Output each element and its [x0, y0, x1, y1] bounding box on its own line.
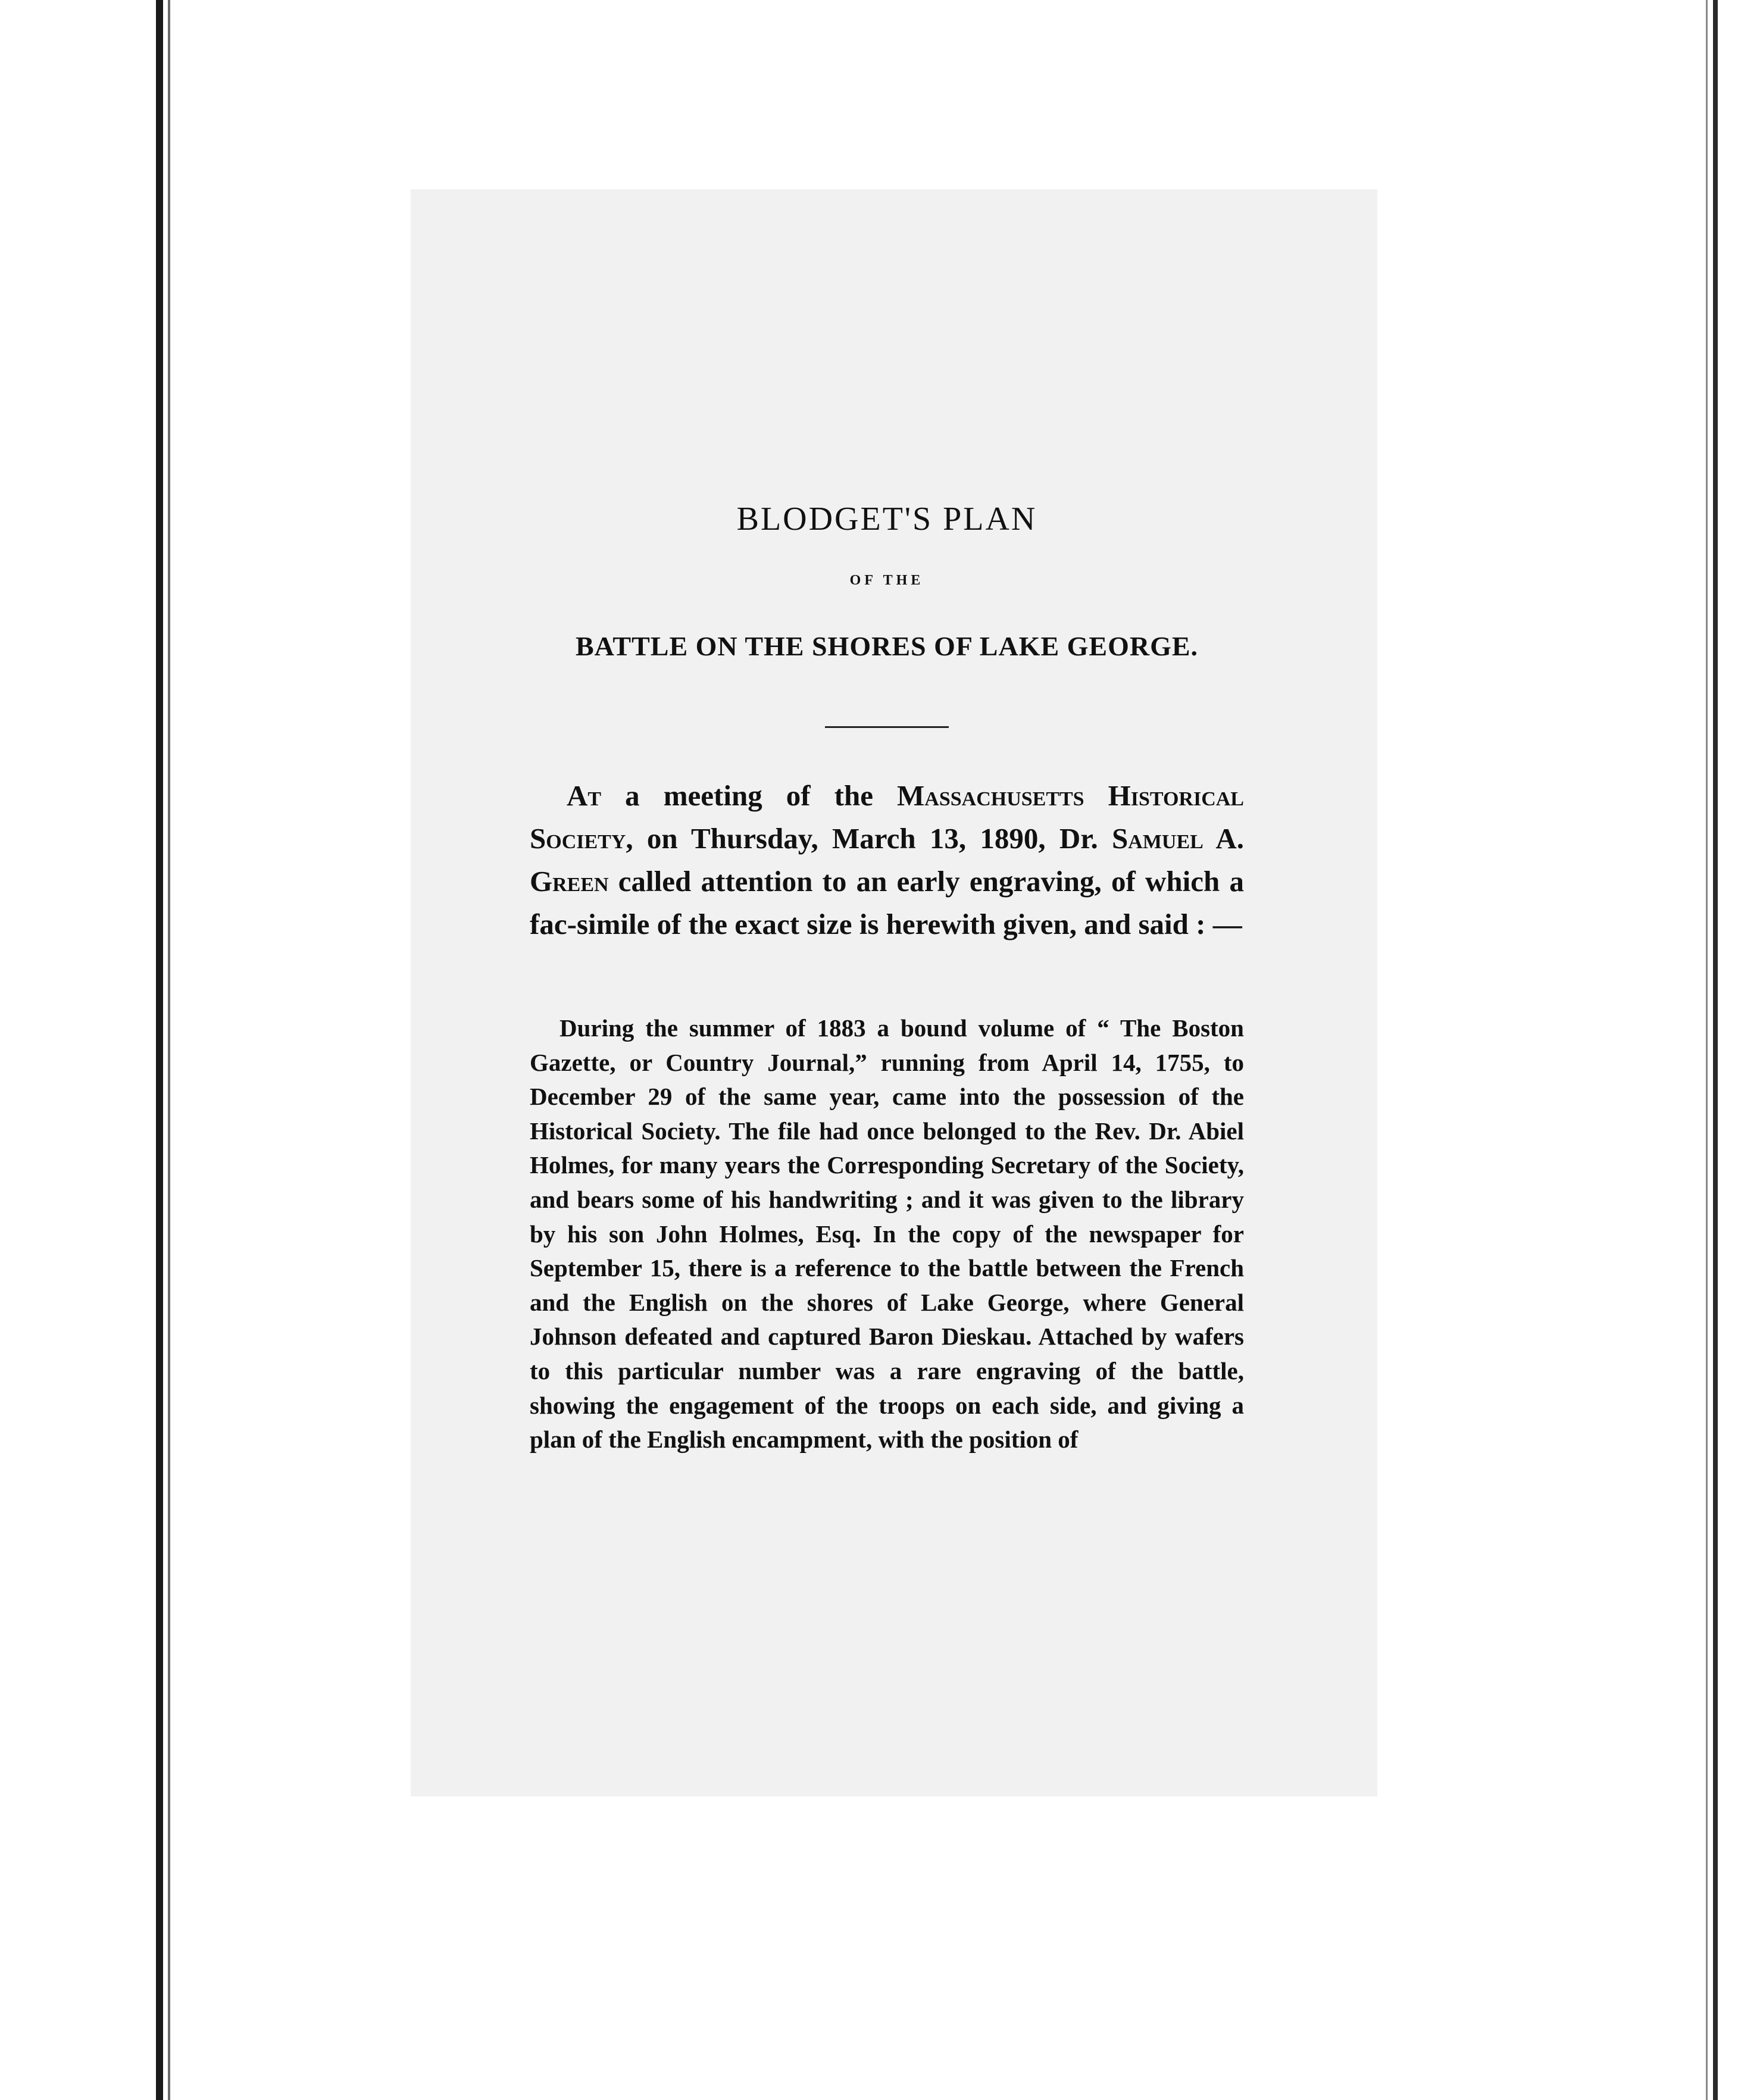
intro-paragraph [530, 774, 1244, 946]
document-title: BLODGET'S PLAN [736, 501, 1037, 538]
scan-border-left [156, 0, 163, 2100]
intro-text: a meeting of the [601, 779, 898, 812]
scan-border-left-inner [168, 0, 170, 2100]
body-paragraph: During the summer of 1883 a bound volume of “ The Boston Gazette, or Country Journal,” running from April 14, 1755, to December 29 of the same year, came into the possession of the Historical Society. The file had once belonged to the Rev. Dr. Abiel Holmes, for many years the Corresponding Secretary of the Society, and bears some of his handwriting ; and it was given to the library by his son John Holmes, Esq. In the copy of the newspaper for September 15, there is a reference to the battle between the French and the English on the shores of Lake George, where General Johnson defeated and captured Baron Dieskau. Attached by wafers to this particular number was a rare engraving of the battle, showing the engagement of the troops on each side, and giving a plan of the English encampment, with the position of [530, 1014, 1244, 1454]
document-subtitle: OF THE [849, 573, 924, 588]
section-divider [825, 726, 949, 728]
intro-text: , on Thursday, March 13, 1890, Dr. [626, 822, 1112, 855]
intro-lead-word: At [567, 779, 602, 812]
scan-border-right [1713, 0, 1718, 2100]
intro-text: called attention to an early engraving, of which a fac-simile of the exact size is herewith given, and said : — [530, 865, 1244, 940]
society-name: Massachusetts Historical Society [530, 779, 1244, 855]
speaker-name: Samuel A. Green [530, 822, 1244, 898]
scan-border-right-inner [1706, 0, 1708, 2100]
document-text-block [530, 500, 1244, 1482]
document-heading: BATTLE ON THE SHORES OF LAKE GEORGE. [575, 631, 1199, 661]
